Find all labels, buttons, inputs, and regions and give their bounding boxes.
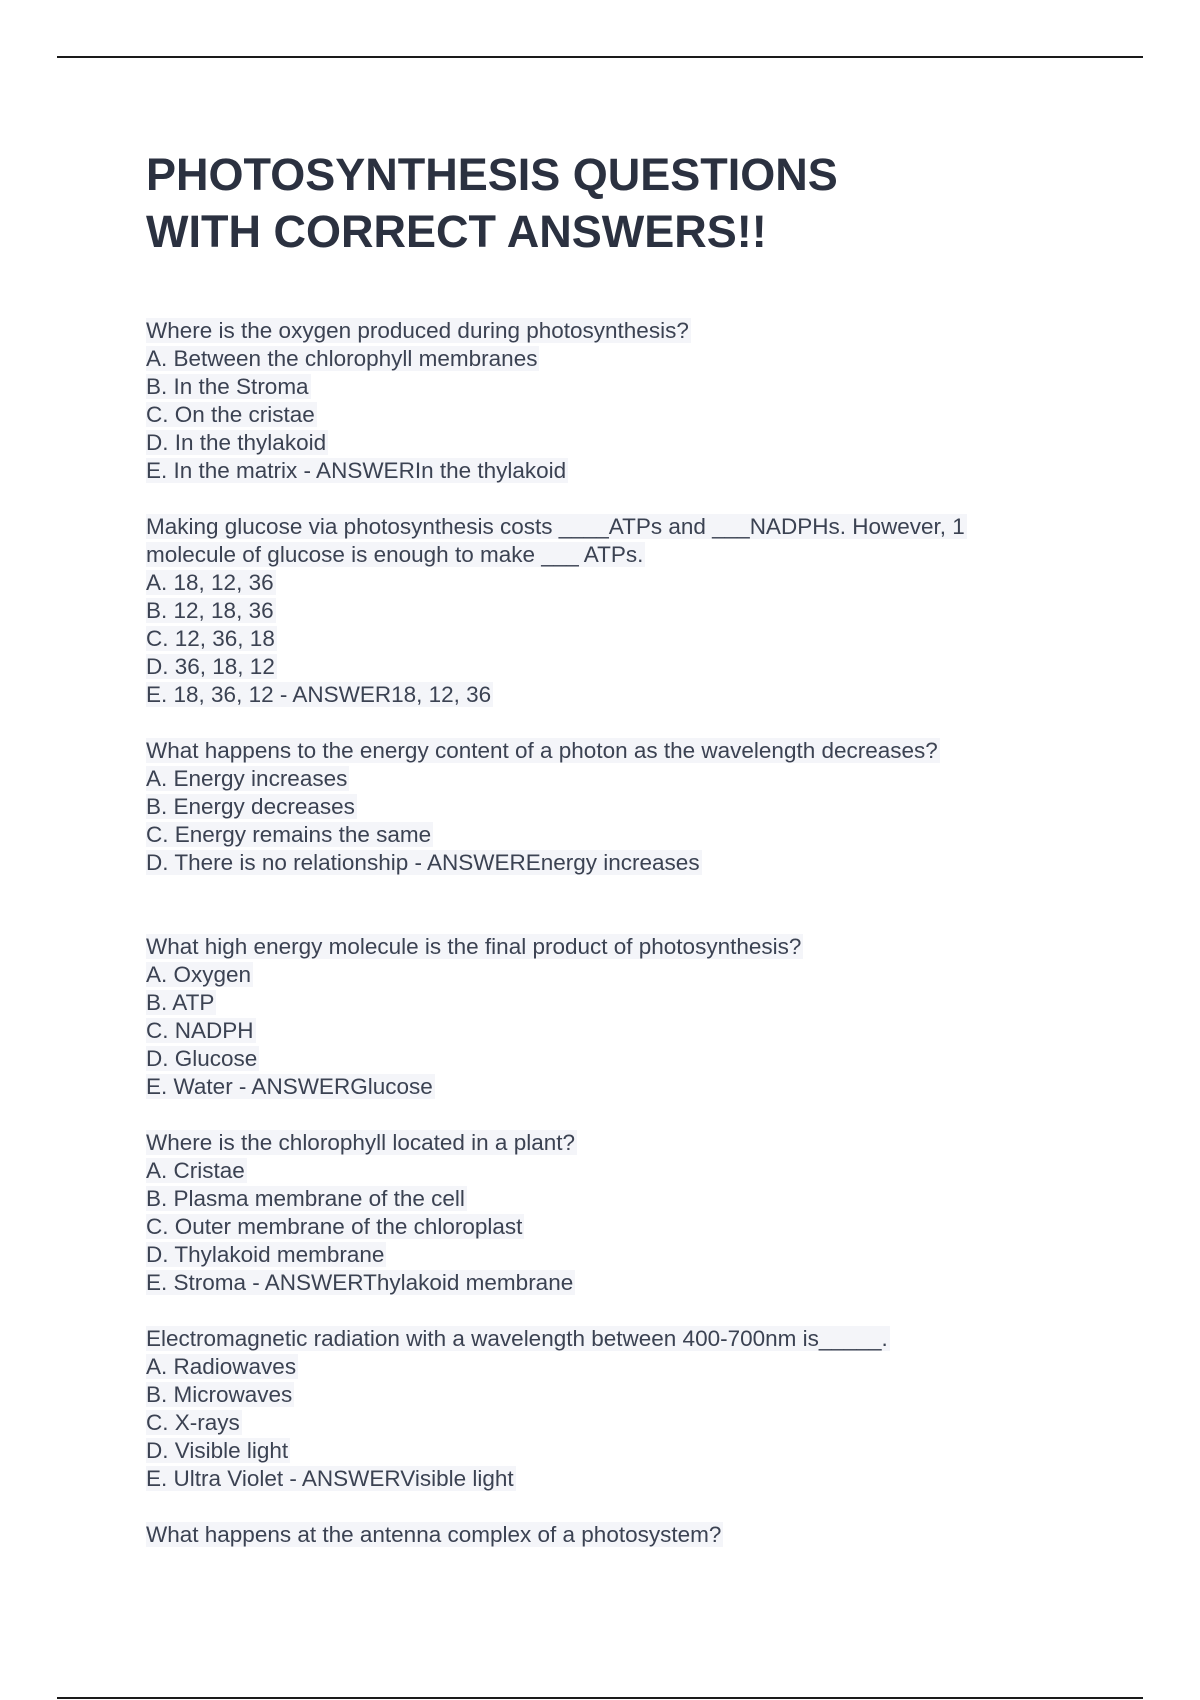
question-stem: What high energy molecule is the final product of photosynthesis?	[146, 934, 802, 959]
answer-option: B. ATP	[146, 990, 215, 1015]
answer-option: A. Oxygen	[146, 962, 252, 987]
page-title-line-1: PHOTOSYNTHESIS QUESTIONS	[146, 149, 838, 200]
answer-option: B. 12, 18, 36	[146, 598, 274, 623]
question-stem: Electromagnetic radiation with a wavelength between 400-700nm is_____.	[146, 1326, 888, 1351]
bottom-rule	[57, 1697, 1143, 1699]
question-2	[146, 513, 1076, 709]
answer-option: B. Microwaves	[146, 1382, 293, 1407]
question-3	[146, 737, 1076, 877]
question-stem: Where is the oxygen produced during photosynthesis?	[146, 318, 689, 343]
question-stem: Where is the chlorophyll located in a plant?	[146, 1130, 575, 1155]
answer-option: A. Between the chlorophyll membranes	[146, 346, 538, 371]
answer-option: A. Cristae	[146, 1158, 245, 1183]
page-title-line-2: WITH CORRECT ANSWERS!!	[146, 206, 767, 257]
document-body	[146, 146, 1076, 1549]
answer-option: B. Plasma membrane of the cell	[146, 1186, 465, 1211]
question-6	[146, 1325, 1076, 1493]
answer-option: D. Thylakoid membrane	[146, 1242, 385, 1267]
answer-option: D. 36, 18, 12	[146, 654, 275, 679]
question-5	[146, 1129, 1076, 1297]
top-rule	[57, 56, 1143, 58]
answer-option: D. In the thylakoid	[146, 430, 327, 455]
answer-option: D. Glucose	[146, 1046, 258, 1071]
answer-option: B. In the Stroma	[146, 374, 309, 399]
question-4	[146, 933, 1076, 1101]
answer-option-with-answer: E. In the matrix - ANSWERIn the thylakoid	[146, 458, 567, 483]
question-stem: What happens to the energy content of a photon as the wavelength decreases?	[146, 738, 938, 763]
answer-option-with-answer: E. Water - ANSWERGlucose	[146, 1074, 433, 1099]
answer-option-with-answer: E. 18, 36, 12 - ANSWER18, 12, 36	[146, 682, 492, 707]
answer-option: A. 18, 12, 36	[146, 570, 274, 595]
answer-option-with-answer: E. Ultra Violet - ANSWERVisible light	[146, 1466, 514, 1491]
answer-option-with-answer: E. Stroma - ANSWERThylakoid membrane	[146, 1270, 574, 1295]
answer-option: C. Energy remains the same	[146, 822, 432, 847]
answer-option: A. Radiowaves	[146, 1354, 297, 1379]
answer-option: D. Visible light	[146, 1438, 289, 1463]
question-7	[146, 1521, 1076, 1549]
question-stem: Making glucose via photosynthesis costs ____ATPs and ___NADPHs. However, 1	[146, 514, 965, 539]
answer-option: C. 12, 36, 18	[146, 626, 275, 651]
answer-option-with-answer: D. There is no relationship - ANSWEREnergy increases	[146, 850, 700, 875]
question-1	[146, 317, 1076, 485]
answer-option: C. Outer membrane of the chloroplast	[146, 1214, 523, 1239]
answer-option: B. Energy decreases	[146, 794, 355, 819]
answer-option: C. NADPH	[146, 1018, 254, 1043]
answer-option: C. X-rays	[146, 1410, 240, 1435]
answer-option: C. On the cristae	[146, 402, 315, 427]
question-stem: What happens at the antenna complex of a photosystem?	[146, 1522, 722, 1547]
answer-option: A. Energy increases	[146, 766, 348, 791]
page-title	[146, 146, 1076, 260]
question-stem: molecule of glucose is enough to make ___ ATPs.	[146, 542, 644, 567]
question-list	[146, 317, 1076, 1549]
